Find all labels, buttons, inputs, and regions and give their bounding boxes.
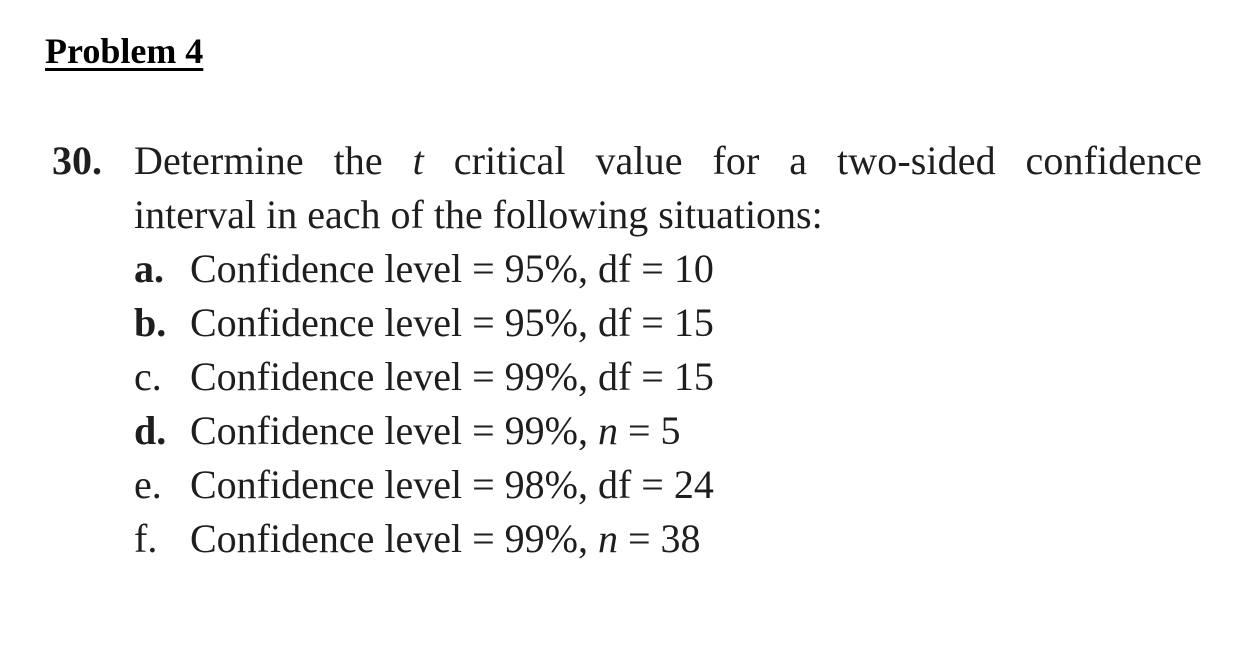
sub-question-suffix: = 5 bbox=[618, 408, 681, 453]
sub-question-suffix: = 38 bbox=[618, 516, 701, 561]
stem-word: critical bbox=[453, 138, 566, 183]
sub-question-e bbox=[134, 458, 1202, 512]
stem-word: a bbox=[789, 138, 808, 183]
sub-question-label: c. bbox=[134, 354, 162, 399]
sub-question-label: f. bbox=[134, 516, 158, 561]
sub-question-label: b. bbox=[134, 300, 167, 345]
problem-stem-line-2: interval in each of the following situations: bbox=[134, 192, 823, 237]
sub-question-label: e. bbox=[134, 462, 162, 507]
sub-question-prefix: Confidence level = 99%, bbox=[190, 408, 598, 453]
sub-question-d bbox=[134, 404, 1202, 458]
problem-number: 30. bbox=[52, 138, 102, 183]
sub-question-b bbox=[134, 296, 1202, 350]
stem-word: value bbox=[595, 138, 683, 183]
sub-question-f bbox=[134, 512, 1202, 566]
sub-question-text: Confidence level = 95%, df = 15 bbox=[190, 300, 714, 345]
stem-word-t-variable: t bbox=[412, 138, 424, 183]
sub-question-label: a. bbox=[134, 246, 164, 291]
stem-word: for bbox=[712, 138, 760, 183]
sub-question-list bbox=[52, 242, 1202, 566]
stem-word: confidence bbox=[1025, 138, 1202, 183]
sub-question-label: d. bbox=[134, 408, 167, 453]
n-variable: n bbox=[598, 408, 618, 453]
sub-question-a bbox=[134, 242, 1202, 296]
sub-question-c bbox=[134, 350, 1202, 404]
problem-heading: Problem 4 bbox=[45, 31, 204, 71]
sub-question-prefix: Confidence level = 99%, bbox=[190, 516, 598, 561]
sub-question-text bbox=[190, 512, 701, 566]
stem-word: Determine bbox=[134, 138, 304, 183]
problem-stem-text bbox=[134, 134, 1202, 188]
sub-question-text: Confidence level = 99%, df = 15 bbox=[190, 354, 714, 399]
problem-stem-line-1 bbox=[52, 134, 1202, 188]
sub-question-text bbox=[190, 404, 681, 458]
sub-question-text: Confidence level = 98%, df = 24 bbox=[190, 462, 714, 507]
n-variable: n bbox=[598, 516, 618, 561]
problem-30 bbox=[52, 134, 1202, 566]
stem-word: two-sided bbox=[837, 138, 996, 183]
stem-word: the bbox=[333, 138, 383, 183]
sub-question-text: Confidence level = 95%, df = 10 bbox=[190, 246, 714, 291]
